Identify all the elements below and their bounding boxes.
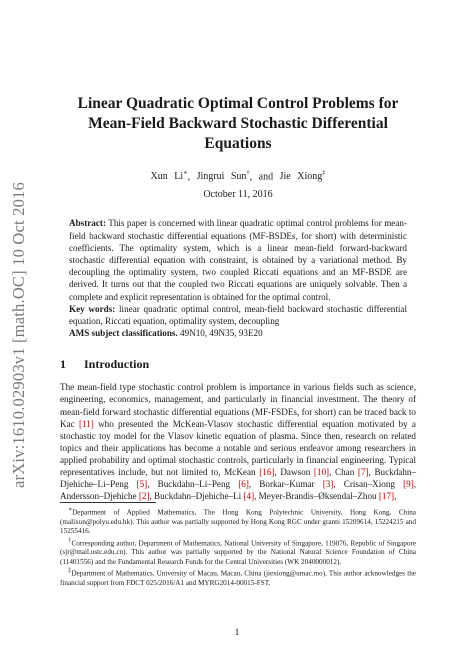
- author-conjunction: and: [258, 171, 274, 183]
- keywords-block: [69, 303, 407, 327]
- citation-link-mbokz[interactable]: [17]: [378, 491, 395, 502]
- section-title: Introduction: [84, 357, 150, 372]
- citation-link-bdlp[interactable]: [5]: [136, 479, 148, 490]
- paper-title: [60, 94, 416, 154]
- citation-link-chan[interactable]: [7]: [357, 467, 369, 478]
- arxiv-identifier: arXiv:1610.02903v1 [math.OC] 10 Oct 2016: [9, 182, 29, 488]
- section-number: 1: [60, 357, 66, 372]
- ams-codes: 49N10, 49N35, 93E20: [180, 328, 263, 339]
- keywords-label: Key words:: [69, 303, 116, 314]
- citation-link-crisan-xiong[interactable]: [9]: [403, 479, 414, 490]
- citation-link-dawson[interactable]: [10]: [313, 467, 330, 478]
- footnotes: [60, 506, 416, 588]
- keywords-text: linear quadratic optimal control, mean-field backward stochastic differential equation, Riccati equation, optimality system, decoupling: [69, 303, 408, 326]
- introduction-paragraph: The mean-field type stochastic control problem is importance in various fields such as science, engineering, economics, management, and particularly in financial investment. The theory of mean-field forward stochastic differential equations (MF-FSDEs, for short) can be traced back to Kac [11] who presented the McKean-Vlasov stochastic differential equation motivated by a stochastic toy model for the Vlasov kinetic equation of plasma. Since then, research on related topics and their applications has become a notable and serious endeavor among researchers in applied probability and optimal stochastic controls, particularly in financial engineering. Typical representatives include, but not limited to, McKean [16], Dawson [10], Chan [7], Buckdahn–Djehiche–Li–Peng [5], Buckdahn–Li–Peng [6], Borkar–Kumar [3], Crisan–Xiong [9], Andersson–Djehiche [2], Buckdahn–Djehiche–Li [4], Meyer-Brandis–Øksendal–Zhou [17],: [60, 382, 417, 502]
- footnote-li: ∗Department of Applied Mathematics, The Hong Kong Polytechnic University, Hong Kong, China (malixun@polyu.edu.hk). This author was partially supported by Hong Kong RGC under grants 15209614, 15224215 and 15255416.: [60, 507, 416, 536]
- page-number: 1: [234, 628, 240, 638]
- arxiv-stamp: [6, 170, 32, 500]
- title-line-1: Linear Quadratic Optimal Control Problems for: [77, 95, 399, 112]
- footnote-sun: †Corresponding author, Department of Mathematics, National University of Singapore, 119076, Republic of Singapore (sjr@mail.ustc.edu.cn). This author was partially supported by the National Natural Science Foundation of China (11401556) and the Fundamental Research Funds for the Central Universities (WK 2040000012).: [60, 537, 416, 566]
- author-sun: Jingrui Sun†: [196, 170, 250, 183]
- author-li: Xun Li∗: [150, 170, 188, 183]
- ams-classification: [69, 327, 407, 339]
- citation-link-blp[interactable]: [6]: [238, 479, 249, 490]
- citation-link-borkar-kumar[interactable]: [3]: [322, 479, 334, 490]
- author-list: Xun Li∗, Jingrui Sun†, and Jie Xiong‡: [150, 170, 326, 183]
- abstract-block: [60, 217, 416, 339]
- paper-body: [60, 94, 416, 511]
- citation-link-bdl[interactable]: [4]: [243, 491, 255, 502]
- citation-link-andersson-djehiche[interactable]: [2]: [138, 491, 150, 502]
- footnote-xiong: ‡Department of Mathematics, University of Macau, Macau, China (jiexiong@umac.mo). This author acknowledges the financial support from FDCT 025/2016/A1 and MYRG2014-00015-FST.: [60, 568, 416, 588]
- author-xiong: Jie Xiong‡: [279, 170, 326, 183]
- section-heading-introduction: [60, 357, 416, 372]
- abstract-text: This paper is concerned with linear quadratic optimal control problems for mean-field backward stochastic differential equations (MF-BSDEs, for short) with deterministic coefficients. The optimality system, which is a linear mean-field forward-backward stochastic differential equation with constraint, is obtained by a variational method. By decoupling the optimality system, two coupled Riccati equations and an MF-BSDE are derived. It turns out that the coupled two Riccati equations are uniquely solvable. Then a complete and explicit representation is obtained for the optimal control.: [69, 218, 407, 302]
- citation-link-kac[interactable]: [11]: [78, 418, 94, 429]
- title-line-3: Equations: [204, 135, 272, 152]
- ams-label: AMS subject classifications.: [69, 328, 178, 339]
- citation-link-mckean[interactable]: [16]: [259, 467, 275, 478]
- footnote-rule: [60, 502, 156, 503]
- title-line-2: Mean-Field Backward Stochastic Differential: [88, 115, 388, 132]
- abstract-label: Abstract:: [69, 218, 106, 229]
- paper-date: October 11, 2016: [203, 189, 273, 201]
